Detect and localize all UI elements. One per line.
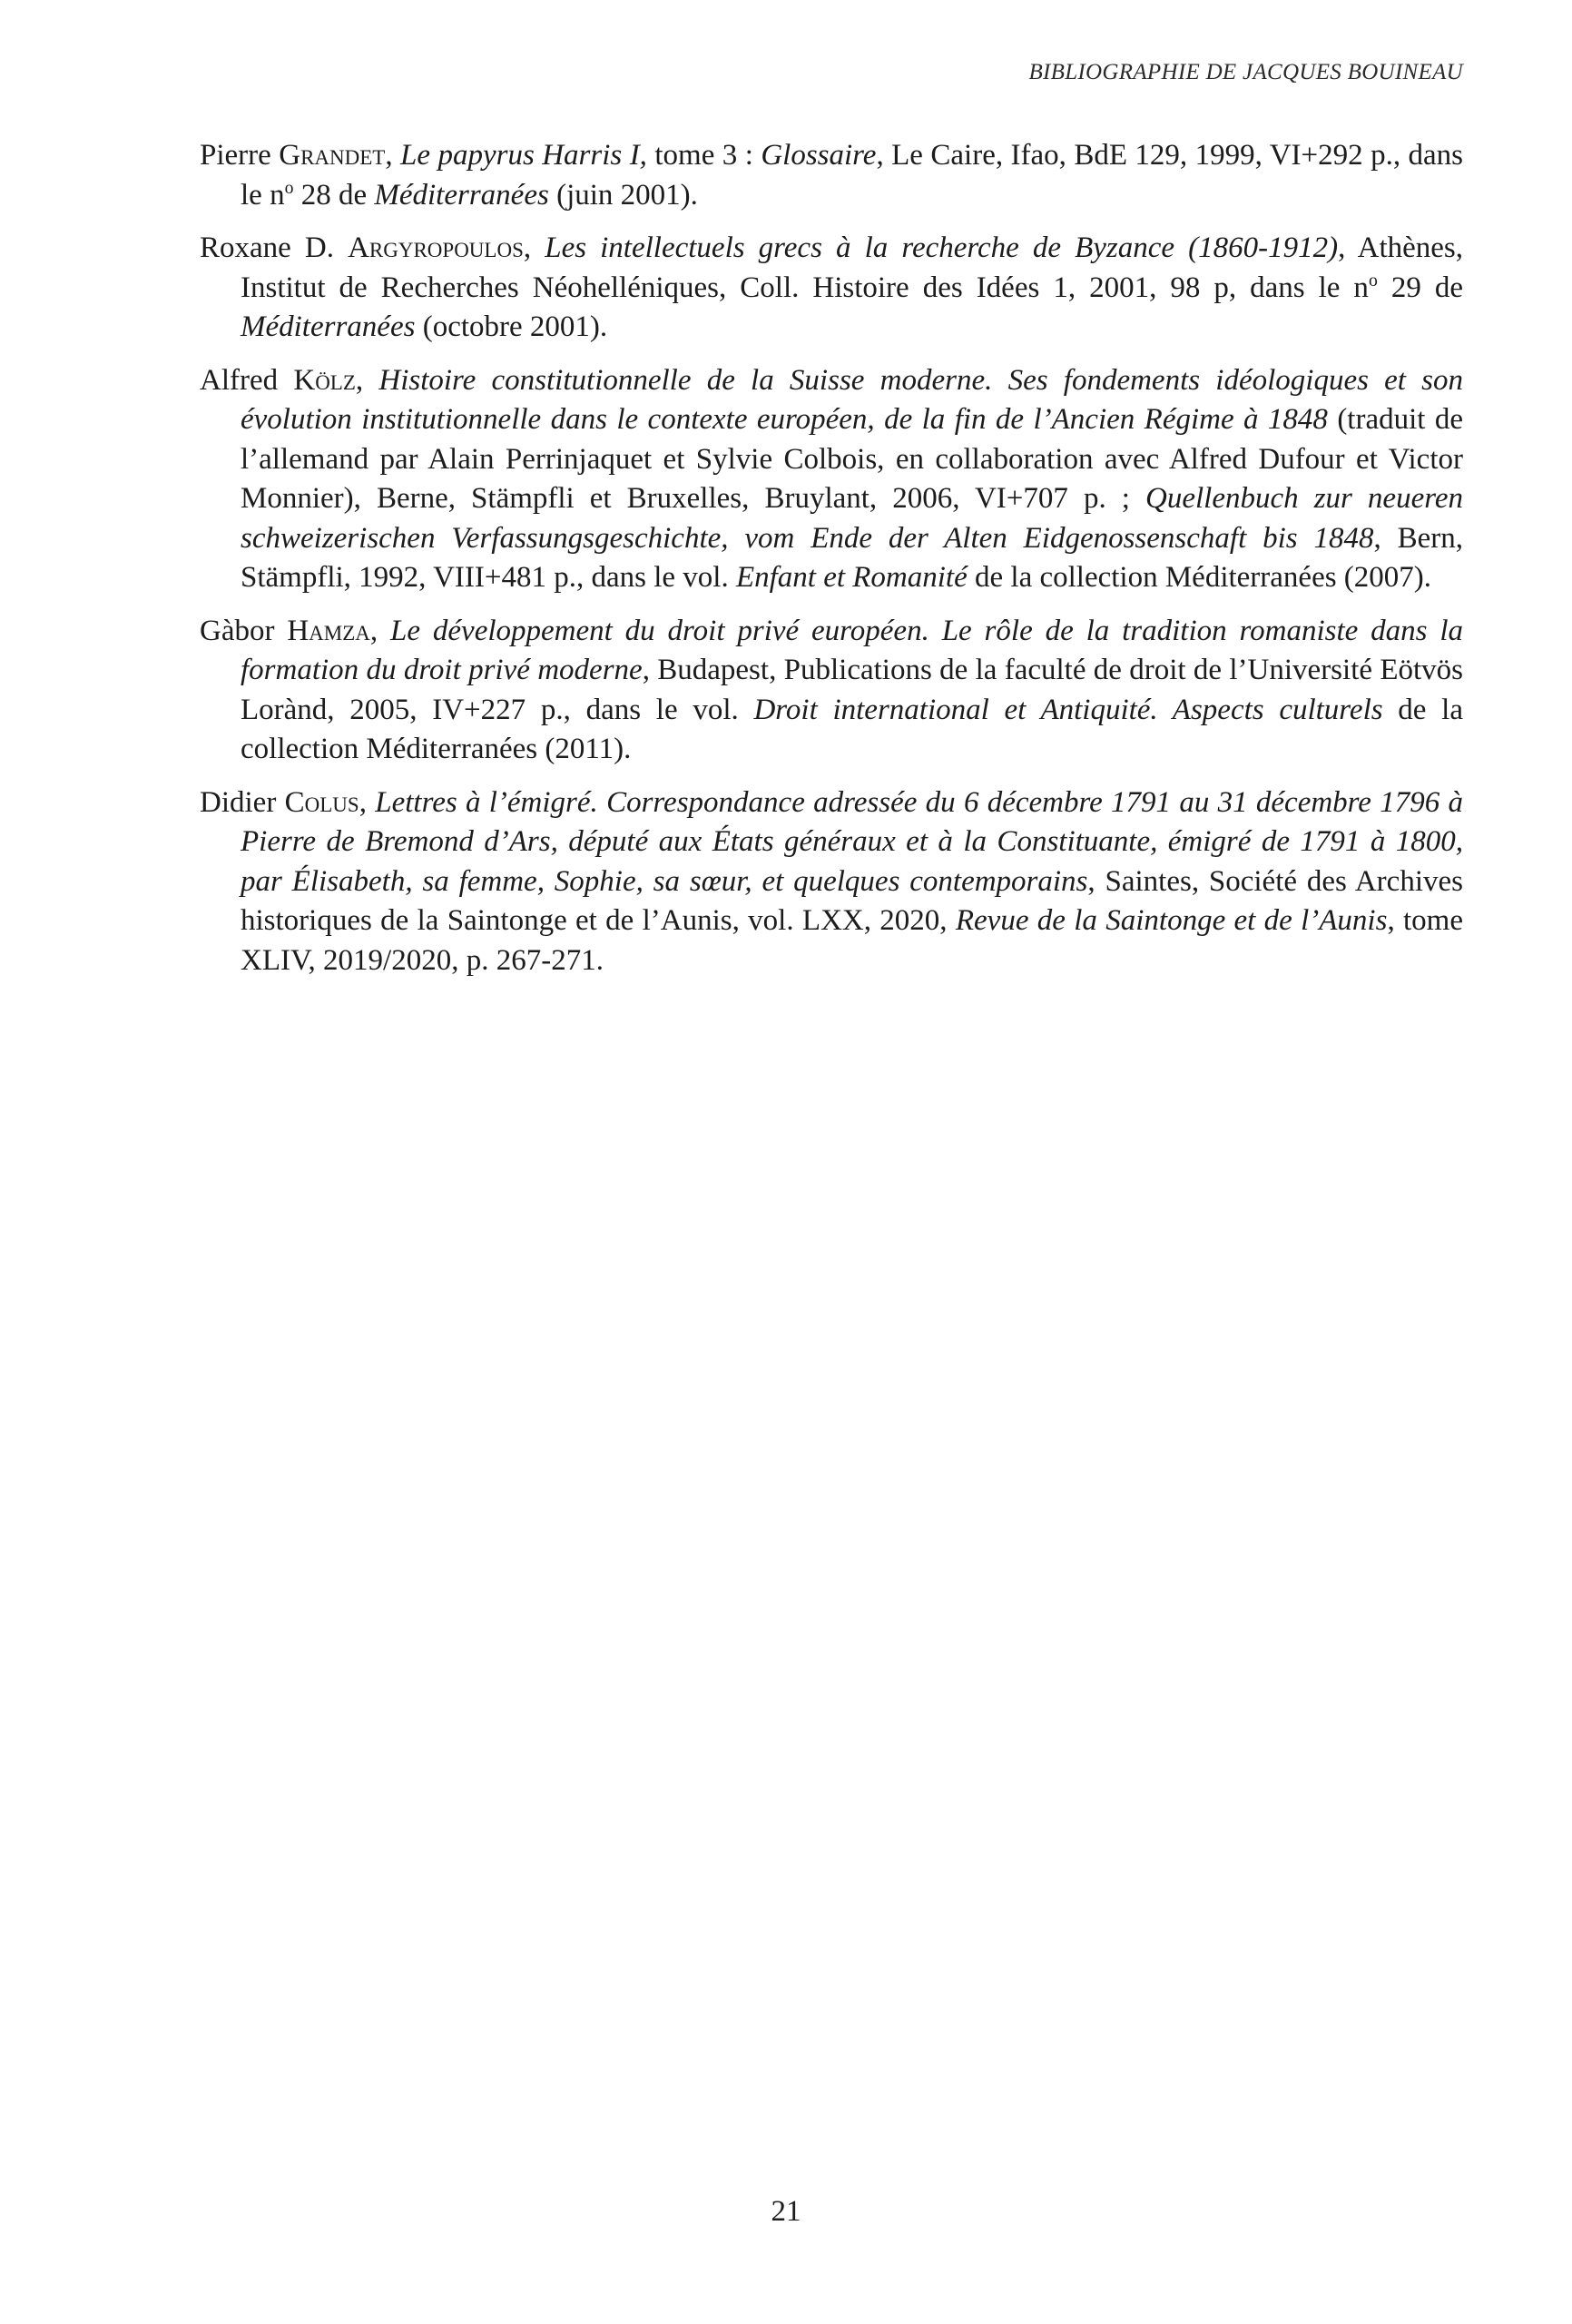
running-head: BIBLIOGRAPHIE DE JACQUES BOUINEAU (1028, 60, 1463, 84)
separator: , (523, 231, 545, 264)
issue-details: 28 de (293, 178, 375, 212)
author-first-name: Didier (200, 785, 277, 819)
author-surname: Grandet (279, 139, 386, 172)
entry-tail: , tome XLIV, 2019/2020, p. 267-271. (241, 904, 1464, 977)
author-first-name: Roxane D. (200, 231, 334, 264)
separator: , (359, 785, 376, 819)
publication-details: (traduit de l’allemand par Alain Perrinjaquet et Sylvie Colbois, en collaboration avec Alfred Dufour et Victor Monnier), Berne, Stämpfli et Bruxelles, Bruylant, 2006, VI+707 p. ; (241, 403, 1464, 515)
entry-tail: (juin 2001). (548, 178, 698, 212)
work-title: Les intellectuels grecs à la recherche de Byzance (1860-1912) (545, 231, 1339, 264)
work-title: Lettres à l’émigré. Correspondance adressée du 6 décembre 1791 au 31 décembre 1796 à Pierre de Bremond d’Ars, député aux États généraux et à la Constituante, émigré de 1791 à 1800, par Élisabeth, sa femme, Sophie, sa sœur, et quelques contemporains (241, 785, 1464, 898)
source-title: Droit international et Antiquité. Aspects culturels (753, 693, 1383, 726)
publication-details: , Saintes, Société des Archives historiques de la Saintonge et de l’Aunis, vol. LXX, 2020, (241, 864, 1463, 937)
source-title: Revue de la Saintonge et de l’Aunis (955, 904, 1388, 937)
author-first-name: Pierre (200, 139, 271, 172)
source-title: Méditerranées (241, 310, 416, 343)
author-first-name: Gàbor (200, 614, 275, 647)
work-title: Histoire constitutionnelle de la Suisse moderne. Ses fondements idéologiques et son évolution institutionnelle dans le contexte européen, de la fin de l’Ancien Régime à 1848 (241, 363, 1464, 436)
author-surname: Argyropoulos (348, 231, 524, 264)
page-number: 21 (771, 2195, 801, 2228)
bibliography-entry-colus (200, 783, 1463, 981)
volume-title: Glossaire (761, 139, 877, 172)
bibliography-entry-hamza (200, 612, 1463, 770)
bibliography-list (200, 136, 1463, 994)
volume-info: tome 3 : (646, 139, 761, 172)
entry-tail: (octobre 2001). (415, 310, 608, 343)
bibliography-entry-grandet (200, 136, 1463, 215)
entry-tail: de la collection Méditerranées (2007). (967, 561, 1432, 594)
number-superscript: o (1368, 270, 1378, 290)
bibliography-entry-kolz (200, 361, 1463, 598)
entry-tail: de la collection Méditerranées (2011). (241, 693, 1463, 765)
separator: , (355, 363, 379, 397)
number-superscript: o (284, 177, 294, 198)
author-surname: Hamza (287, 614, 370, 647)
issue-details: 29 de (1377, 271, 1463, 304)
bibliography-entry-argyropoulos (200, 229, 1463, 348)
publication-details: , Le Caire, Ifao, BdE 129, 1999, VI+292 p., dans le n (241, 139, 1463, 212)
separator: , (369, 614, 391, 647)
source-title: Enfant et Romanité (735, 561, 968, 594)
author-first-name: Alfred (200, 363, 279, 397)
second-publication-details: , Bern, Stämpfli, 1992, VIII+481 p., dans le vol. (241, 521, 1463, 594)
separator: , (385, 139, 401, 172)
work-title: Le développement du droit privé européen. Le rôle de la tradition romaniste dans la formation du droit privé moderne (241, 614, 1464, 686)
second-work-title: Quellenbuch zur neueren schweizerischen Verfassungsgeschichte, vom Ende der Alten Eidgenossenschaft bis 1848 (241, 482, 1463, 555)
publication-details: , Athènes, Institut de Recherches Néohelléniques, Coll. Histoire des Idées 1, 2001, 98 p, dans le n (241, 231, 1464, 304)
source-title: Méditerranées (374, 178, 549, 212)
publication-details: , Budapest, Publications de la faculté de droit de l’Université Eötvös Lorànd, 2005, IV+227 p., dans le vol. (241, 654, 1463, 726)
author-surname: Kölz (293, 363, 356, 397)
work-title: Le papyrus Harris I, (400, 139, 647, 172)
author-surname: Colus (284, 785, 359, 819)
